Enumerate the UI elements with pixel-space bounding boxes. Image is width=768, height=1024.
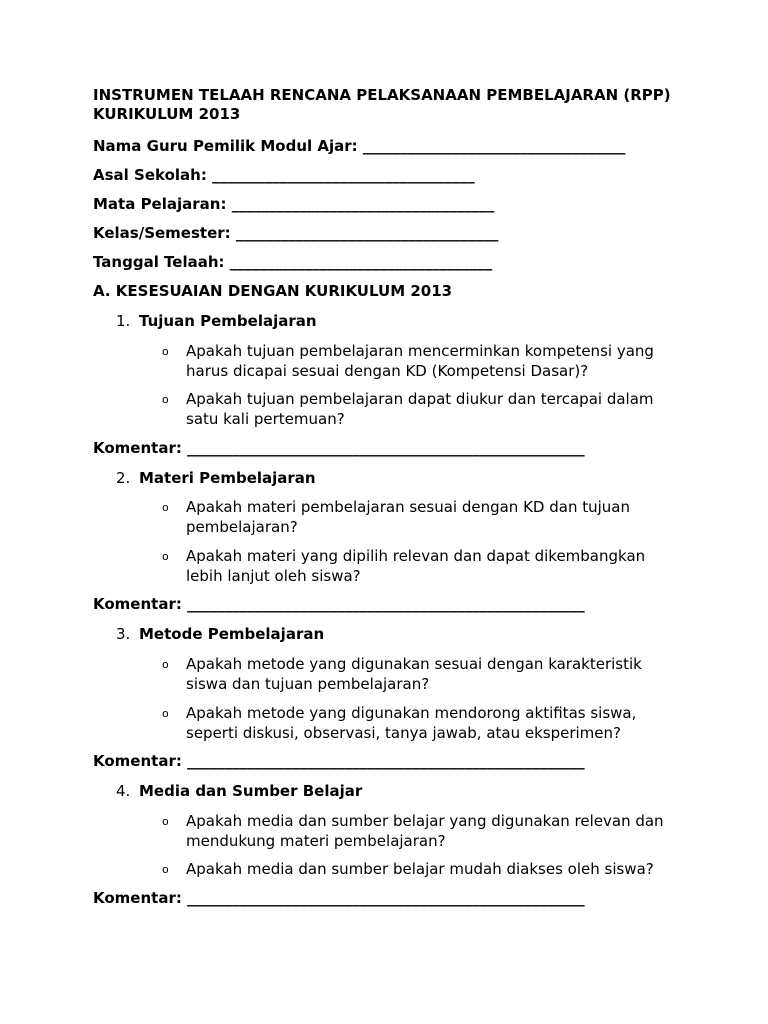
field-tanggal-telaah xyxy=(93,253,492,272)
comment-row xyxy=(93,752,585,771)
question-text: Apakah metode yang digunakan sesuai dengan karakteristik siswa dan tujuan pembelajaran? xyxy=(186,655,642,693)
question-item xyxy=(162,654,682,694)
item-number: 3. xyxy=(116,625,131,643)
question-item xyxy=(162,497,682,537)
comment-label: Komentar: xyxy=(93,752,182,770)
comment-row xyxy=(93,595,585,614)
question-item xyxy=(162,341,682,381)
field-asal-sekolah xyxy=(93,166,475,185)
comment-label: Komentar: xyxy=(93,439,182,457)
circle-bullet-icon: o xyxy=(162,393,169,406)
question-item xyxy=(162,389,682,429)
circle-bullet-icon: o xyxy=(162,815,169,828)
field-label: Tanggal Telaah: xyxy=(93,253,225,271)
field-label: Nama Guru Pemilik Modul Ajar: xyxy=(93,137,358,155)
item-number: 4. xyxy=(116,782,131,800)
field-label: Kelas/Semester: xyxy=(93,224,231,242)
question-item xyxy=(162,546,682,586)
field-nama-guru xyxy=(93,137,625,156)
question-text: Apakah media dan sumber belajar yang digunakan relevan dan mendukung materi pembelajaran? xyxy=(186,812,664,850)
item-label: Materi Pembelajaran xyxy=(139,469,316,487)
field-blank-line: ___________________________________ xyxy=(362,137,626,155)
field-blank-line: ___________________________________ xyxy=(229,253,493,271)
comment-row xyxy=(93,439,585,458)
field-label: Asal Sekolah: xyxy=(93,166,207,184)
circle-bullet-icon: o xyxy=(162,658,169,671)
circle-bullet-icon: o xyxy=(162,707,169,720)
item-heading-tujuan xyxy=(116,312,317,331)
item-number: 1. xyxy=(116,312,131,330)
field-blank-line: ___________________________________ xyxy=(235,224,499,242)
item-label: Metode Pembelajaran xyxy=(139,625,325,643)
question-text: Apakah media dan sumber belajar mudah diakses oleh siswa? xyxy=(186,860,654,878)
comment-blank-line: _____________________________________________________ xyxy=(187,752,585,770)
comment-blank-line: _____________________________________________________ xyxy=(187,595,585,613)
item-heading-materi xyxy=(116,469,316,488)
document-title: INSTRUMEN TELAAH RENCANA PELAKSANAAN PEMBELAJARAN (RPP) KURIKULUM 2013 xyxy=(93,86,671,123)
circle-bullet-icon: o xyxy=(162,501,169,514)
item-heading-metode xyxy=(116,625,324,644)
question-text: Apakah tujuan pembelajaran dapat diukur dan tercapai dalam satu kali pertemuan? xyxy=(186,390,654,428)
question-text: Apakah materi pembelajaran sesuai dengan KD dan tujuan pembelajaran? xyxy=(186,498,630,536)
section-heading-a: A. KESESUAIAN DENGAN KURIKULUM 2013 xyxy=(93,282,453,300)
item-label: Tujuan Pembelajaran xyxy=(139,312,317,330)
item-number: 2. xyxy=(116,469,131,487)
item-heading-media xyxy=(116,782,362,801)
comment-blank-line: _____________________________________________________ xyxy=(187,889,585,907)
question-text: Apakah tujuan pembelajaran mencerminkan kompetensi yang harus dicapai sesuai dengan KD (Kompetensi Dasar)? xyxy=(186,342,654,380)
question-text: Apakah materi yang dipilih relevan dan dapat dikembangkan lebih lanjut oleh siswa? xyxy=(186,547,646,585)
comment-blank-line: _____________________________________________________ xyxy=(187,439,585,457)
field-kelas-semester xyxy=(93,224,498,243)
question-item xyxy=(162,703,682,743)
question-text: Apakah metode yang digunakan mendorong aktifitas siswa, seperti diskusi, observasi, tanya jawab, atau eksperimen? xyxy=(186,704,637,742)
circle-bullet-icon: o xyxy=(162,863,169,876)
question-item xyxy=(162,811,682,851)
comment-label: Komentar: xyxy=(93,595,182,613)
circle-bullet-icon: o xyxy=(162,550,169,563)
circle-bullet-icon: o xyxy=(162,345,169,358)
comment-row xyxy=(93,889,585,908)
field-blank-line: ___________________________________ xyxy=(231,195,495,213)
field-label: Mata Pelajaran: xyxy=(93,195,227,213)
field-blank-line: ___________________________________ xyxy=(212,166,475,184)
comment-label: Komentar: xyxy=(93,889,182,907)
item-label: Media dan Sumber Belajar xyxy=(139,782,363,800)
question-item xyxy=(162,859,682,879)
field-mata-pelajaran xyxy=(93,195,494,214)
